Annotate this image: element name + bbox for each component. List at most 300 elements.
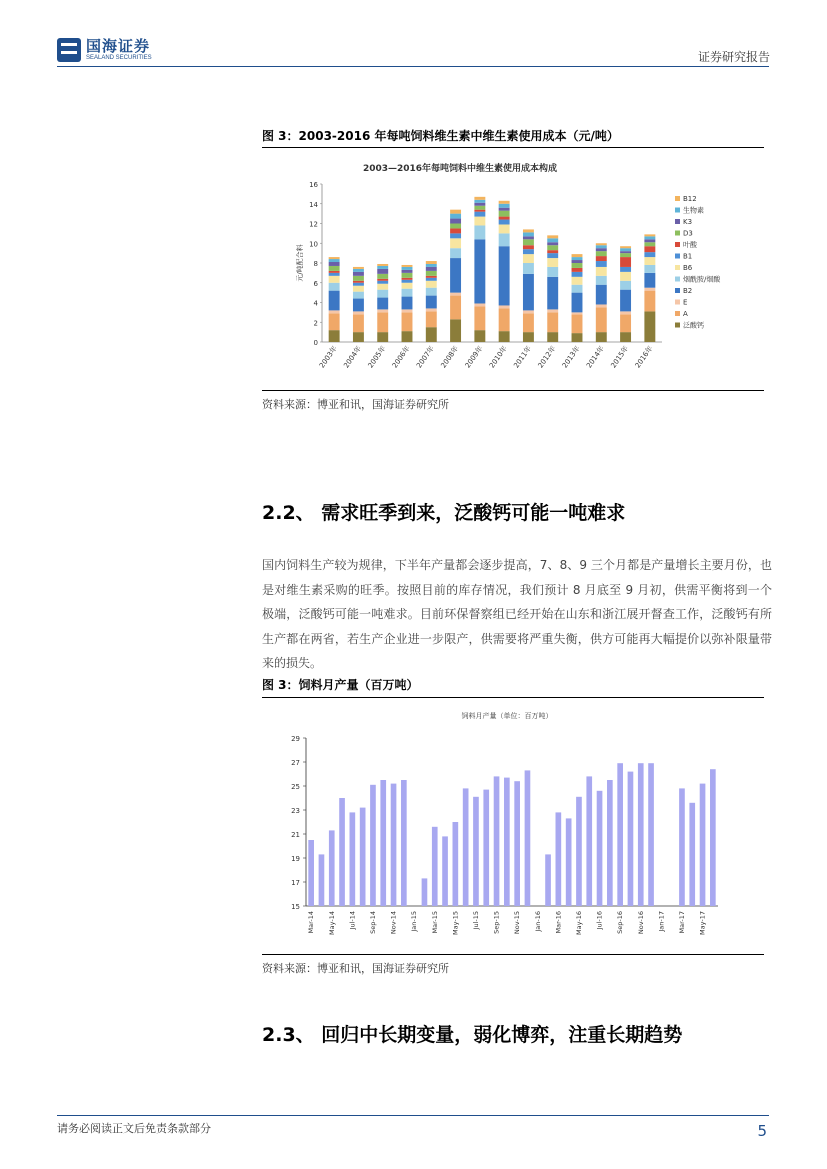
chart1-bar-segment: [353, 267, 364, 269]
chart1-bar-segment: [450, 219, 461, 224]
chart1-bar-segment: [353, 314, 364, 332]
chart1-bar-segment: [644, 311, 655, 342]
chart1-bar-segment: [499, 211, 510, 217]
chart1-bar-segment: [353, 332, 364, 342]
chart1-bar-segment: [523, 310, 534, 313]
chart1-bar-segment: [620, 314, 631, 332]
footer-disclaimer: 请务必阅读正文后免责条款部分: [57, 1122, 211, 1135]
chart1-bar-segment: [499, 220, 510, 225]
chart1-bar-segment: [353, 286, 364, 292]
chart1-bar-segment: [547, 235, 558, 238]
chart2-bar: [339, 798, 345, 906]
chart1-bar-segment: [474, 225, 485, 239]
chart1-bar-segment: [377, 281, 388, 284]
chart1-bar-segment: [523, 232, 534, 236]
logo-name-en: SEALAND SECURITIES: [86, 55, 152, 61]
chart1-bar-segment: [596, 307, 607, 332]
chart1-bar-segment: [572, 254, 583, 257]
chart1-bar-segment: [402, 270, 413, 273]
chart2-x-tick-label: Nov-14: [389, 911, 398, 935]
chart2-bar: [401, 780, 407, 906]
chart1-bar-segment: [377, 274, 388, 279]
chart1-legend-swatch: [675, 265, 680, 270]
chart1-bar-segment: [450, 258, 461, 293]
chart1-bar-segment: [450, 238, 461, 248]
chart2-bar: [689, 803, 695, 906]
chart1-x-tick-label: 2007年: [415, 344, 436, 370]
chart2-y-tick-label: 15: [291, 903, 300, 911]
chart1-bar-segment: [450, 228, 461, 233]
chart1-bar-segment: [474, 203, 485, 206]
chart1-bar-segment: [547, 277, 558, 310]
chart2-bar: [617, 763, 623, 906]
chart1-y-tick-label: 2: [313, 319, 318, 328]
chart1-bar-segment: [377, 309, 388, 312]
chart1-bar-segment: [547, 312, 558, 332]
chart2-x-tick-label: Jan-16: [533, 911, 542, 932]
chart1-x-tick-label: 2008年: [439, 344, 461, 370]
chart1-bar-segment: [450, 296, 461, 320]
chart1-bar-segment: [426, 278, 437, 281]
chart1-bar-segment: [572, 333, 583, 342]
chart1-legend-swatch: [675, 196, 680, 201]
chart1-bar-segment: [426, 288, 437, 296]
chart1-x-tick-label: 2013年: [560, 344, 582, 370]
chart1-bar-segment: [402, 312, 413, 331]
chart1-bar-segment: [596, 261, 607, 267]
chart1-bar-segment: [402, 297, 413, 310]
chart1-bar-segment: [377, 279, 388, 281]
chart1-bar-segment: [402, 265, 413, 267]
chart1-legend-swatch: [675, 277, 680, 282]
chart1-bar-segment: [644, 242, 655, 246]
chart1-bar-segment: [596, 243, 607, 245]
chart1-bar-segment: [547, 332, 558, 342]
chart1-legend-label: B12: [683, 195, 697, 203]
chart1-bar-segment: [450, 233, 461, 238]
chart1-bar-segment: [499, 308, 510, 331]
footer-divider: [57, 1115, 769, 1116]
chart1-bar-segment: [329, 313, 340, 330]
chart1-bar-segment: [353, 281, 364, 283]
figure2-top-rule: [262, 697, 764, 698]
figure2-bottom-rule: [262, 954, 764, 955]
chart1-legend-label: B6: [683, 264, 693, 272]
chart1-bar-segment: [596, 245, 607, 248]
chart1-bar-segment: [644, 291, 655, 312]
chart1-bar-segment: [572, 314, 583, 333]
chart1-bar-segment: [523, 249, 534, 254]
chart1-legend-label: B2: [683, 287, 693, 295]
chart1-bar-segment: [523, 263, 534, 274]
chart1-bar-segment: [353, 283, 364, 286]
chart1-bar-segment: [426, 261, 437, 264]
chart1-y-label: 元/吨配合料: [296, 244, 304, 282]
chart1-bar-segment: [377, 298, 388, 310]
chart2-bar: [483, 790, 489, 906]
chart1-legend-swatch: [675, 300, 680, 305]
chart1-bar-segment: [620, 281, 631, 290]
chart1-bar-segment: [620, 251, 631, 253]
chart1-bar-segment: [547, 245, 558, 250]
chart1-bar-segment: [523, 236, 534, 239]
chart1-x-tick-label: 2012年: [536, 344, 558, 370]
chart1-y-tick-label: 0: [313, 339, 318, 347]
chart1-x-tick-label: 2003年: [317, 344, 339, 370]
chart1-bar-segment: [377, 264, 388, 266]
chart1-bar-segment: [572, 285, 583, 293]
chart2-bar: [556, 812, 562, 906]
chart1-x-tick-label: 2004年: [342, 344, 364, 370]
chart1-bar-segment: [572, 272, 583, 277]
chart1-bar-segment: [329, 330, 340, 342]
chart1-bar-segment: [450, 210, 461, 214]
chart1-bar-segment: [620, 290, 631, 312]
chart2-bar: [308, 840, 314, 906]
chart1-bar-segment: [547, 250, 558, 253]
chart2-y-tick-label: 19: [291, 855, 300, 863]
chart1-bar-segment: [329, 283, 340, 291]
chart1-bar-segment: [353, 292, 364, 299]
chart1-legend-label: B1: [683, 252, 693, 261]
chart2-bar: [679, 788, 685, 906]
chart2-bar: [576, 797, 582, 906]
chart1-bar-segment: [426, 276, 437, 278]
chart1-bar-segment: [450, 224, 461, 229]
chart1-bar-segment: [377, 269, 388, 274]
chart2-bar: [360, 808, 366, 906]
chart1-bar-segment: [620, 267, 631, 272]
chart1-bar-segment: [402, 331, 413, 342]
chart2-bar: [545, 854, 551, 906]
chart1-bar-segment: [329, 291, 340, 311]
chart1-bar-segment: [353, 299, 364, 312]
chart2-bar: [370, 785, 376, 906]
chart1-bar-segment: [329, 266, 340, 271]
chart2-y-tick-label: 27: [291, 759, 300, 767]
chart1-legend-label: 叶酸: [683, 241, 697, 249]
chart2-x-tick-label: Nov-16: [636, 911, 645, 935]
chart1-bar-segment: [377, 284, 388, 290]
chart2-bar: [319, 854, 325, 906]
chart2-y-tick-label: 23: [291, 807, 300, 815]
chart2-bar: [473, 797, 479, 906]
chart1-bar-segment: [426, 327, 437, 342]
chart1-bar-segment: [402, 278, 413, 280]
chart1-legend-label: K3: [683, 218, 693, 226]
chart2-x-tick-label: May-17: [698, 911, 707, 935]
chart2-x-tick-label: Nov-15: [513, 911, 522, 935]
chart1-bar-segment: [596, 267, 607, 276]
chart1-bar-segment: [620, 248, 631, 251]
chart1-bar-segment: [474, 306, 485, 330]
chart1-x-tick-label: 2014年: [585, 344, 606, 370]
chart1-bar-segment: [450, 319, 461, 342]
chart1-legend-swatch: [675, 231, 680, 236]
chart1-bar-segment: [474, 217, 485, 226]
chart1-legend-swatch: [675, 323, 680, 328]
chart1-title: 2003—2016年每吨饲料中维生素使用成本构成: [362, 164, 558, 174]
chart1-y-tick-label: 10: [309, 240, 318, 249]
chart2-bar: [329, 830, 335, 906]
chart1-y-tick-label: 6: [313, 279, 318, 288]
chart1-bar-segment: [547, 242, 558, 245]
chart1-legend-swatch: [675, 288, 680, 293]
chart1-bar-segment: [523, 332, 534, 342]
chart2-x-tick-label: Jan-15: [410, 911, 419, 932]
chart1-bar-segment: [426, 267, 437, 271]
chart2-bar: [442, 836, 448, 906]
chart1-legend-swatch: [675, 208, 680, 213]
chart1-bar-segment: [620, 311, 631, 314]
chart2-bar: [380, 780, 386, 906]
chart1-bar-segment: [426, 308, 437, 311]
chart1-bar-segment: [377, 332, 388, 342]
chart1-legend-label: A: [683, 310, 688, 318]
chart2-x-tick-label: Sep-14: [368, 911, 377, 934]
chart1-bar-segment: [620, 253, 631, 257]
chart1-bar-segment: [329, 257, 340, 259]
chart2-bar: [350, 812, 356, 906]
chart1-bar-segment: [523, 313, 534, 332]
chart1-bar-segment: [572, 277, 583, 285]
chart2-bar: [566, 818, 572, 906]
chart2-x-tick-label: Jan-17: [657, 911, 666, 932]
chart2-bar: [453, 822, 459, 906]
section-2-2-title: 2.2、 需求旺季到来，泛酸钙可能一吨难求: [262, 502, 626, 524]
chart2-x-tick-label: Jul-15: [471, 911, 480, 930]
chart1-bar-segment: [353, 276, 364, 281]
chart2-y-tick-label: 17: [291, 879, 300, 887]
chart1-x-tick-label: 2005年: [366, 344, 388, 370]
chart1-bar-segment: [572, 312, 583, 314]
chart1-bar-segment: [450, 293, 461, 296]
chart1-legend-label: 泛酸钙: [683, 321, 704, 330]
chart1-bar-segment: [377, 290, 388, 298]
chart1-bar-segment: [547, 258, 558, 267]
chart1-bar-segment: [499, 208, 510, 211]
chart2-x-tick-label: Mar-15: [430, 911, 439, 934]
chart1-bar-segment: [572, 293, 583, 313]
chart1-x-tick-label: 2011年: [512, 344, 534, 370]
chart1-bar-segment: [426, 311, 437, 327]
chart1-bar-segment: [329, 310, 340, 313]
chart1-x-tick-label: 2009年: [463, 344, 485, 370]
chart1-bar-segment: [644, 252, 655, 257]
chart1-bar-segment: [474, 200, 485, 203]
chart1-legend-label: E: [683, 298, 688, 307]
chart1-bar-segment: [402, 273, 413, 278]
chart1-bar-segment: [572, 260, 583, 263]
logo-icon: [57, 38, 81, 62]
chart2-bar: [422, 878, 428, 906]
chart1-bar-segment: [644, 236, 655, 239]
chart1-bar-segment: [523, 239, 534, 245]
chart2-bar: [463, 788, 469, 906]
chart1-bar-segment: [402, 267, 413, 270]
chart1-bar-segment: [644, 288, 655, 291]
chart2-title: 饲料月产量（单位：百万吨）: [461, 712, 553, 720]
chart2-x-tick-label: Mar-16: [554, 911, 563, 934]
figure1-source: 资料来源：博亚和讯，国海证券研究所: [262, 398, 449, 411]
chart2-x-tick-label: Mar-17: [677, 911, 686, 934]
chart1-legend-swatch: [675, 311, 680, 316]
chart1-bar-segment: [329, 259, 340, 262]
chart1-bar-segment: [474, 212, 485, 217]
chart2-x-tick-label: Jul-16: [595, 911, 604, 930]
chart1-x-tick-label: 2016年: [633, 344, 655, 370]
chart1-bar-segment: [499, 217, 510, 220]
chart1-bar-segment: [353, 311, 364, 314]
section-2-2-paragraph: 国内饲料生产较为规律，下半年产量都会逐步提高，7、8、9 三个月都是产量增长主要月份，也是对维生素采购的旺季。按照目前的库存情况，我们预计 8 月底至 9 月初，供需平衡将到一个极端，泛酸钙可能一吨难求。目前环保督察组已经开始在山东和浙江展开督查工作，泛酸钙有所生产都在两省，若生产企业进一步限产，供需要将严重失衡，供方可能再大幅提价以弥补限量带来的损失。: [262, 558, 772, 670]
chart1-x-tick-label: 2010年: [487, 344, 509, 370]
chart1-bar-segment: [644, 257, 655, 265]
chart1-bar-segment: [523, 229, 534, 232]
chart1-bar-segment: [547, 267, 558, 277]
chart1-legend-swatch: [675, 219, 680, 224]
chart1-bar-segment: [499, 331, 510, 342]
chart1-bar-segment: [499, 233, 510, 246]
chart1-bar-segment: [426, 296, 437, 309]
chart1-legend-swatch: [675, 242, 680, 247]
chart2-bar: [525, 770, 531, 906]
chart1-x-tick-label: 2006年: [390, 344, 412, 370]
chart1-bar-segment: [426, 281, 437, 288]
chart1-bar-segment: [644, 265, 655, 273]
chart2-y-tick-label: 25: [291, 783, 300, 791]
chart1-bar-segment: [644, 239, 655, 242]
chart1-bar-segment: [596, 285, 607, 305]
chart1-bar-segment: [402, 309, 413, 312]
chart2-bar: [648, 763, 654, 906]
chart1-bar-segment: [474, 239, 485, 303]
chart1-bar-segment: [499, 204, 510, 208]
chart1-bar-segment: [572, 268, 583, 272]
chart1-bar-segment: [377, 266, 388, 269]
chart1-bar-segment: [620, 246, 631, 248]
chart1-bar-segment: [620, 272, 631, 281]
chart1-bar-segment: [644, 246, 655, 252]
figure1-caption: 图 3：2003-2016 年每吨饲料维生素中维生素使用成本（元/吨）: [262, 129, 619, 143]
chart1-bar-segment: [596, 276, 607, 285]
chart1-bar-segment: [474, 303, 485, 306]
report-type: 证券研究报告: [697, 50, 770, 64]
chart1-bar-segment: [499, 224, 510, 233]
company-logo: [57, 38, 152, 62]
chart1-bar-segment: [402, 280, 413, 283]
page-number: 5: [757, 1122, 767, 1140]
chart2-bar: [514, 781, 520, 906]
chart1-y-tick-label: 14: [309, 200, 318, 209]
header-divider: [57, 66, 769, 67]
chart2-bar: [586, 776, 592, 906]
chart1-bar-segment: [499, 246, 510, 305]
chart1-bar-segment: [377, 312, 388, 332]
chart2-bar: [391, 784, 397, 906]
chart2-x-tick-label: Sep-15: [492, 911, 501, 934]
chart1-bar-segment: [523, 254, 534, 263]
chart1-x-tick-label: 2015年: [609, 344, 631, 370]
chart1-bar-segment: [426, 264, 437, 267]
figure1-top-rule: [262, 147, 764, 148]
chart1-bar-segment: [644, 234, 655, 236]
chart1-bar-segment: [474, 197, 485, 200]
chart1-bar-segment: [353, 269, 364, 272]
chart2-x-tick-label: Mar-14: [307, 911, 316, 934]
chart2-bar: [504, 778, 510, 906]
chart1-y-tick-label: 12: [309, 220, 318, 229]
chart1-bar-segment: [596, 251, 607, 256]
section-2-3-title: 2.3、 回归中长期变量，弱化博弈，注重长期趋势: [262, 1024, 683, 1046]
chart1-bar-segment: [329, 262, 340, 266]
chart1-bar-segment: [353, 272, 364, 276]
chart2-bar: [597, 791, 603, 906]
chart1-bar-segment: [329, 271, 340, 273]
chart2-x-tick-label: May-15: [451, 911, 460, 935]
chart1-bar-segment: [547, 253, 558, 258]
chart1-bar-segment: [474, 330, 485, 342]
chart2-y-tick-label: 29: [291, 735, 300, 743]
chart1-bar-segment: [426, 271, 437, 276]
page-header: [0, 0, 827, 70]
chart1-bar-segment: [474, 206, 485, 210]
chart2-bar: [494, 776, 500, 906]
chart2-bar: [628, 772, 634, 906]
bar-chart-monthly-feed-output: [262, 700, 764, 952]
chart1-bar-segment: [644, 273, 655, 288]
chart1-bar-segment: [523, 245, 534, 249]
chart1-bar-segment: [499, 305, 510, 308]
chart1-bar-segment: [523, 274, 534, 311]
chart1-bar-segment: [620, 257, 631, 267]
chart1-legend-label: 生物素: [683, 206, 704, 215]
chart1-y-tick-label: 8: [313, 260, 318, 268]
chart2-y-tick-label: 21: [291, 831, 300, 839]
chart1-bar-segment: [499, 201, 510, 204]
figure1-bottom-rule: [262, 390, 764, 391]
stacked-bar-chart-vitamin-cost: [290, 156, 730, 386]
chart1-bar-segment: [547, 238, 558, 242]
chart1-bar-segment: [596, 304, 607, 307]
chart2-x-tick-label: Sep-16: [616, 911, 625, 934]
chart1-y-tick-label: 16: [309, 181, 318, 189]
chart1-bar-segment: [596, 248, 607, 251]
chart1-bar-segment: [596, 256, 607, 261]
chart2-bar: [607, 780, 613, 906]
chart1-y-tick-label: 4: [313, 299, 318, 308]
chart2-bar: [432, 827, 438, 906]
chart1-bar-segment: [572, 257, 583, 260]
chart2-bar: [710, 769, 716, 906]
logo-name-cn: 国海证券: [86, 37, 151, 55]
chart2-bar: [638, 763, 644, 906]
chart1-bar-segment: [450, 248, 461, 258]
chart1-bar-segment: [572, 263, 583, 268]
chart1-bar-segment: [450, 214, 461, 219]
chart1-bar-segment: [402, 283, 413, 289]
chart2-x-tick-label: May-14: [327, 911, 336, 935]
chart1-bar-segment: [402, 289, 413, 297]
chart1-bar-segment: [474, 210, 485, 212]
chart2-bar: [700, 784, 706, 906]
chart1-legend-label: 烟酰胺/烟酸: [683, 275, 721, 284]
chart1-bar-segment: [329, 276, 340, 283]
figure2-caption: 图 3：饲料月产量（百万吨）: [262, 678, 419, 692]
chart1-bar-segment: [329, 273, 340, 276]
chart2-x-tick-label: May-16: [574, 911, 583, 935]
chart1-bar-segment: [547, 309, 558, 312]
chart1-bar-segment: [596, 332, 607, 342]
